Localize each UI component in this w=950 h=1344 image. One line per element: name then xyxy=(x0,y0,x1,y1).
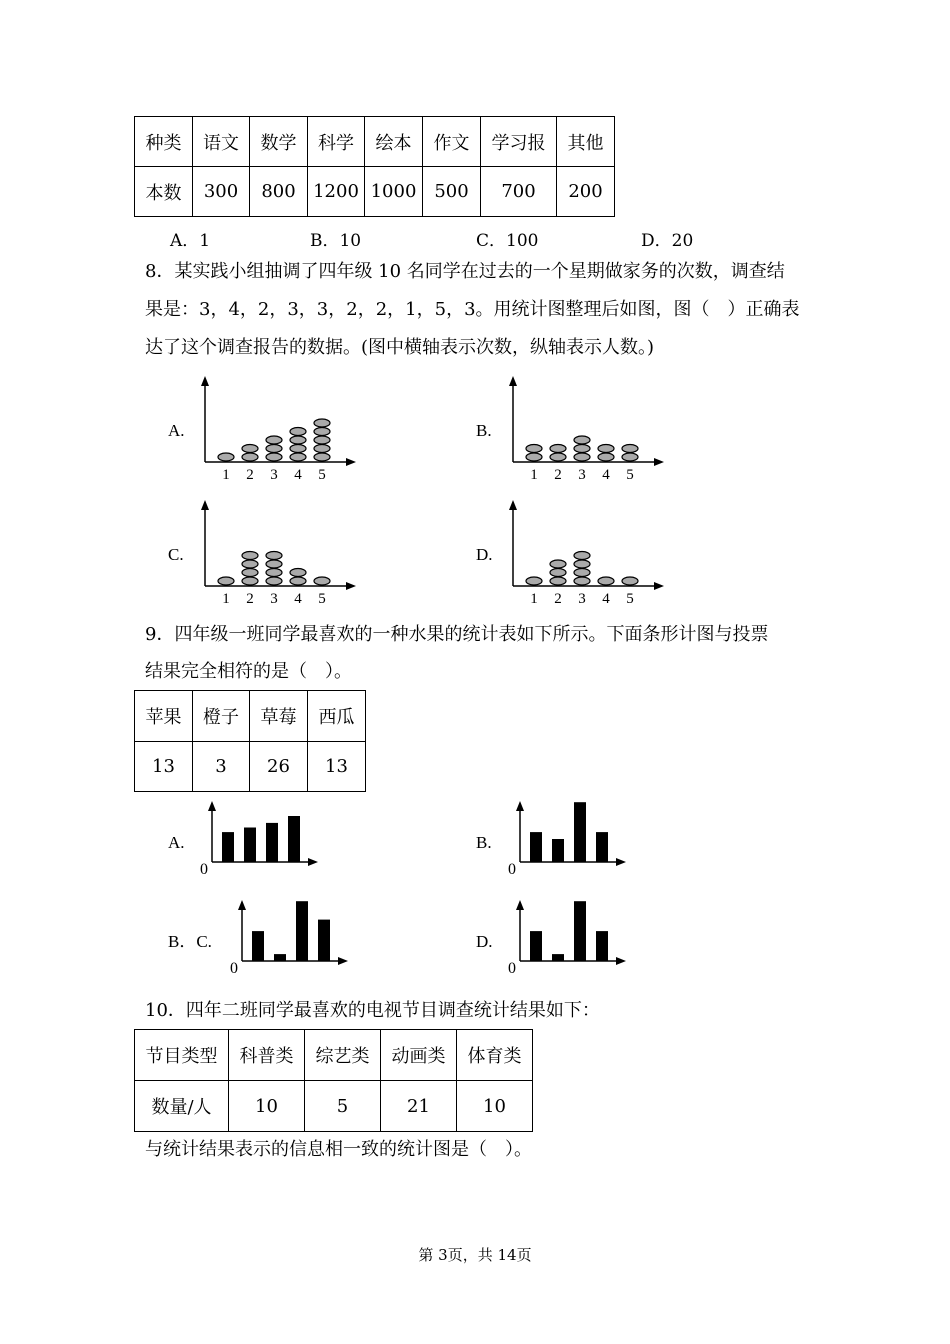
count-marker xyxy=(290,569,306,577)
chart-option-label: D. xyxy=(476,545,493,564)
q7-option-c[interactable]: C．100 xyxy=(476,231,539,251)
x-axis-arrow xyxy=(616,957,626,965)
bar xyxy=(552,954,564,961)
q9-question-line: 9．四年级一班同学最喜欢的一种水果的统计表如下所示。下面条形计图与投票 xyxy=(145,624,769,645)
q7-header-cell: 语文 xyxy=(193,117,250,167)
count-marker xyxy=(314,577,330,585)
origin-label: 0 xyxy=(200,861,208,878)
count-marker xyxy=(266,552,282,560)
x-tick-label: 3 xyxy=(578,591,586,607)
count-marker xyxy=(526,577,542,585)
x-tick-label: 2 xyxy=(554,467,562,483)
x-tick-label: 3 xyxy=(270,591,278,607)
q9-value-cell: 13 xyxy=(135,742,193,792)
count-marker xyxy=(574,552,590,560)
q8-chart-a xyxy=(160,372,370,490)
chart-option-label: D. xyxy=(476,932,493,951)
count-marker xyxy=(266,560,282,568)
x-tick-label: 4 xyxy=(602,467,610,483)
x-axis-arrow xyxy=(654,582,664,590)
count-marker xyxy=(574,445,590,453)
count-marker xyxy=(622,577,638,585)
count-marker xyxy=(598,577,614,585)
q9-table xyxy=(134,690,366,792)
count-marker xyxy=(266,453,282,461)
count-marker xyxy=(526,445,542,453)
q10-header-cell: 科普类 xyxy=(229,1030,305,1081)
q9-value-cell: 3 xyxy=(193,742,250,792)
y-axis-arrow xyxy=(201,500,209,510)
y-axis-arrow xyxy=(208,801,216,811)
bar xyxy=(244,828,256,863)
x-tick-label: 4 xyxy=(602,591,610,607)
x-tick-label: 5 xyxy=(318,591,326,607)
q7-table xyxy=(134,116,615,217)
count-marker xyxy=(290,428,306,436)
q10-header-cell: 体育类 xyxy=(457,1030,533,1081)
x-axis-arrow xyxy=(346,582,356,590)
chart-option-label: B. xyxy=(476,421,492,440)
count-marker xyxy=(266,577,282,585)
count-marker xyxy=(622,445,638,453)
q9-chart-b xyxy=(468,798,648,880)
bar xyxy=(318,920,330,961)
bar xyxy=(530,832,542,862)
x-axis-arrow xyxy=(654,458,664,466)
x-tick-label: 4 xyxy=(294,467,302,483)
count-marker xyxy=(314,428,330,436)
q10-value-cell: 数量/人 xyxy=(135,1081,229,1132)
x-tick-label: 1 xyxy=(530,591,538,607)
x-axis-arrow xyxy=(308,858,318,866)
q10-header-cell: 综艺类 xyxy=(305,1030,381,1081)
bar xyxy=(296,901,308,961)
bar xyxy=(574,802,586,862)
q9-question-line: 结果完全相符的是（ ）。 xyxy=(145,661,352,682)
q10-after-line: 与统计结果表示的信息相一致的统计图是（ ）。 xyxy=(145,1139,532,1160)
bar xyxy=(288,816,300,862)
bar xyxy=(274,954,286,961)
q7-value-cell: 1000 xyxy=(365,167,423,217)
x-tick-label: 2 xyxy=(554,591,562,607)
count-marker xyxy=(290,436,306,444)
chart-option-label: A. xyxy=(168,421,185,440)
x-tick-label: 1 xyxy=(530,467,538,483)
count-marker xyxy=(314,445,330,453)
y-axis-arrow xyxy=(238,900,246,910)
q7-header-cell: 绘本 xyxy=(365,117,423,167)
q8-chart-b xyxy=(468,372,678,490)
q7-header-cell: 数学 xyxy=(250,117,308,167)
q8-chart-d xyxy=(468,496,678,614)
origin-label: 0 xyxy=(508,861,516,878)
q7-option-a[interactable]: A．1 xyxy=(170,231,211,251)
count-marker xyxy=(574,453,590,461)
count-marker xyxy=(598,445,614,453)
count-marker xyxy=(574,436,590,444)
q8-question-line: 果是：3，4，2，3，3，2，2，1，5，3。用统计图整理后如图，图（ ）正确表 xyxy=(145,299,800,320)
q7-header-cell: 学习报 xyxy=(481,117,557,167)
x-tick-label: 2 xyxy=(246,467,254,483)
q10-value-cell: 10 xyxy=(229,1081,305,1132)
count-marker xyxy=(242,569,258,577)
x-tick-label: 3 xyxy=(578,467,586,483)
y-axis-arrow xyxy=(516,801,524,811)
q9-chart-d xyxy=(468,897,648,979)
bar xyxy=(266,823,278,862)
x-axis-arrow xyxy=(616,858,626,866)
count-marker xyxy=(290,445,306,453)
q9-header-cell: 苹果 xyxy=(135,691,193,742)
q9-value-cell: 26 xyxy=(250,742,308,792)
chart-option-label: B. xyxy=(476,833,492,852)
count-marker xyxy=(266,436,282,444)
x-tick-label: 5 xyxy=(626,591,634,607)
q7-value-cell: 1200 xyxy=(308,167,365,217)
q7-value-cell: 700 xyxy=(481,167,557,217)
x-tick-label: 4 xyxy=(294,591,302,607)
origin-label: 0 xyxy=(508,960,516,977)
q7-value-cell: 200 xyxy=(557,167,615,217)
q9-chart-c xyxy=(160,897,360,979)
q8-question-line: 8．某实践小组抽调了四年级 10 名同学在过去的一个星期做家务的次数，调查结 xyxy=(145,261,785,282)
x-tick-label: 3 xyxy=(270,467,278,483)
q7-header-cell: 科学 xyxy=(308,117,365,167)
q7-value-cell: 本数 xyxy=(135,167,193,217)
count-marker xyxy=(242,577,258,585)
q8-question-line: 达了这个调查报告的数据。(图中横轴表示次数，纵轴表示人数。) xyxy=(145,337,655,358)
count-marker xyxy=(266,569,282,577)
q9-header-cell: 草莓 xyxy=(250,691,308,742)
count-marker xyxy=(242,445,258,453)
q7-value-cell: 300 xyxy=(193,167,250,217)
q7-header-cell: 作文 xyxy=(423,117,481,167)
bar xyxy=(530,931,542,961)
count-marker xyxy=(574,577,590,585)
count-marker xyxy=(290,577,306,585)
count-marker xyxy=(314,453,330,461)
q7-header-cell: 其他 xyxy=(557,117,615,167)
x-tick-label: 2 xyxy=(246,591,254,607)
x-tick-label: 1 xyxy=(222,591,230,607)
q7-value-cell: 800 xyxy=(250,167,308,217)
count-marker xyxy=(242,560,258,568)
page-footer: 第 3页，共 14页 xyxy=(418,1246,532,1264)
q9-header-cell: 橙子 xyxy=(193,691,250,742)
count-marker xyxy=(526,453,542,461)
y-axis-arrow xyxy=(201,376,209,386)
bar xyxy=(252,931,264,961)
count-marker xyxy=(550,569,566,577)
q8-chart-c xyxy=(160,496,370,614)
count-marker xyxy=(218,453,234,461)
count-marker xyxy=(550,445,566,453)
x-tick-label: 5 xyxy=(318,467,326,483)
q10-value-cell: 21 xyxy=(381,1081,457,1132)
count-marker xyxy=(574,560,590,568)
q9-chart-a xyxy=(160,798,340,880)
count-marker xyxy=(290,453,306,461)
q10-question-line: 10．四年二班同学最喜欢的电视节目调查统计结果如下： xyxy=(145,1000,600,1021)
count-marker xyxy=(550,560,566,568)
count-marker xyxy=(550,577,566,585)
count-marker xyxy=(622,453,638,461)
y-axis-arrow xyxy=(516,900,524,910)
x-tick-label: 1 xyxy=(222,467,230,483)
count-marker xyxy=(574,569,590,577)
q7-header-cell: 种类 xyxy=(135,117,193,167)
count-marker xyxy=(550,453,566,461)
x-tick-label: 5 xyxy=(626,467,634,483)
count-marker xyxy=(314,436,330,444)
x-axis-arrow xyxy=(346,458,356,466)
count-marker xyxy=(266,445,282,453)
chart-option-label: C. xyxy=(168,545,184,564)
bar xyxy=(222,832,234,862)
q10-value-cell: 10 xyxy=(457,1081,533,1132)
q9-value-cell: 13 xyxy=(308,742,366,792)
y-axis-arrow xyxy=(509,376,517,386)
count-marker xyxy=(242,552,258,560)
bar xyxy=(596,832,608,862)
bar xyxy=(596,931,608,961)
q7-option-d[interactable]: D．20 xyxy=(641,231,694,251)
q10-value-cell: 5 xyxy=(305,1081,381,1132)
origin-label: 0 xyxy=(230,960,238,977)
count-marker xyxy=(242,453,258,461)
y-axis-arrow xyxy=(509,500,517,510)
count-marker xyxy=(598,453,614,461)
bar xyxy=(574,901,586,961)
count-marker xyxy=(218,577,234,585)
bar xyxy=(552,839,564,862)
q10-table xyxy=(134,1029,533,1132)
x-axis-arrow xyxy=(338,957,348,965)
q9-header-cell: 西瓜 xyxy=(308,691,366,742)
q7-value-cell: 500 xyxy=(423,167,481,217)
q7-option-b[interactable]: B．10 xyxy=(310,231,362,251)
count-marker xyxy=(314,419,330,427)
chart-option-label: B．C. xyxy=(168,932,212,951)
q10-header-cell: 节目类型 xyxy=(135,1030,229,1081)
q10-header-cell: 动画类 xyxy=(381,1030,457,1081)
chart-option-label: A. xyxy=(168,833,185,852)
